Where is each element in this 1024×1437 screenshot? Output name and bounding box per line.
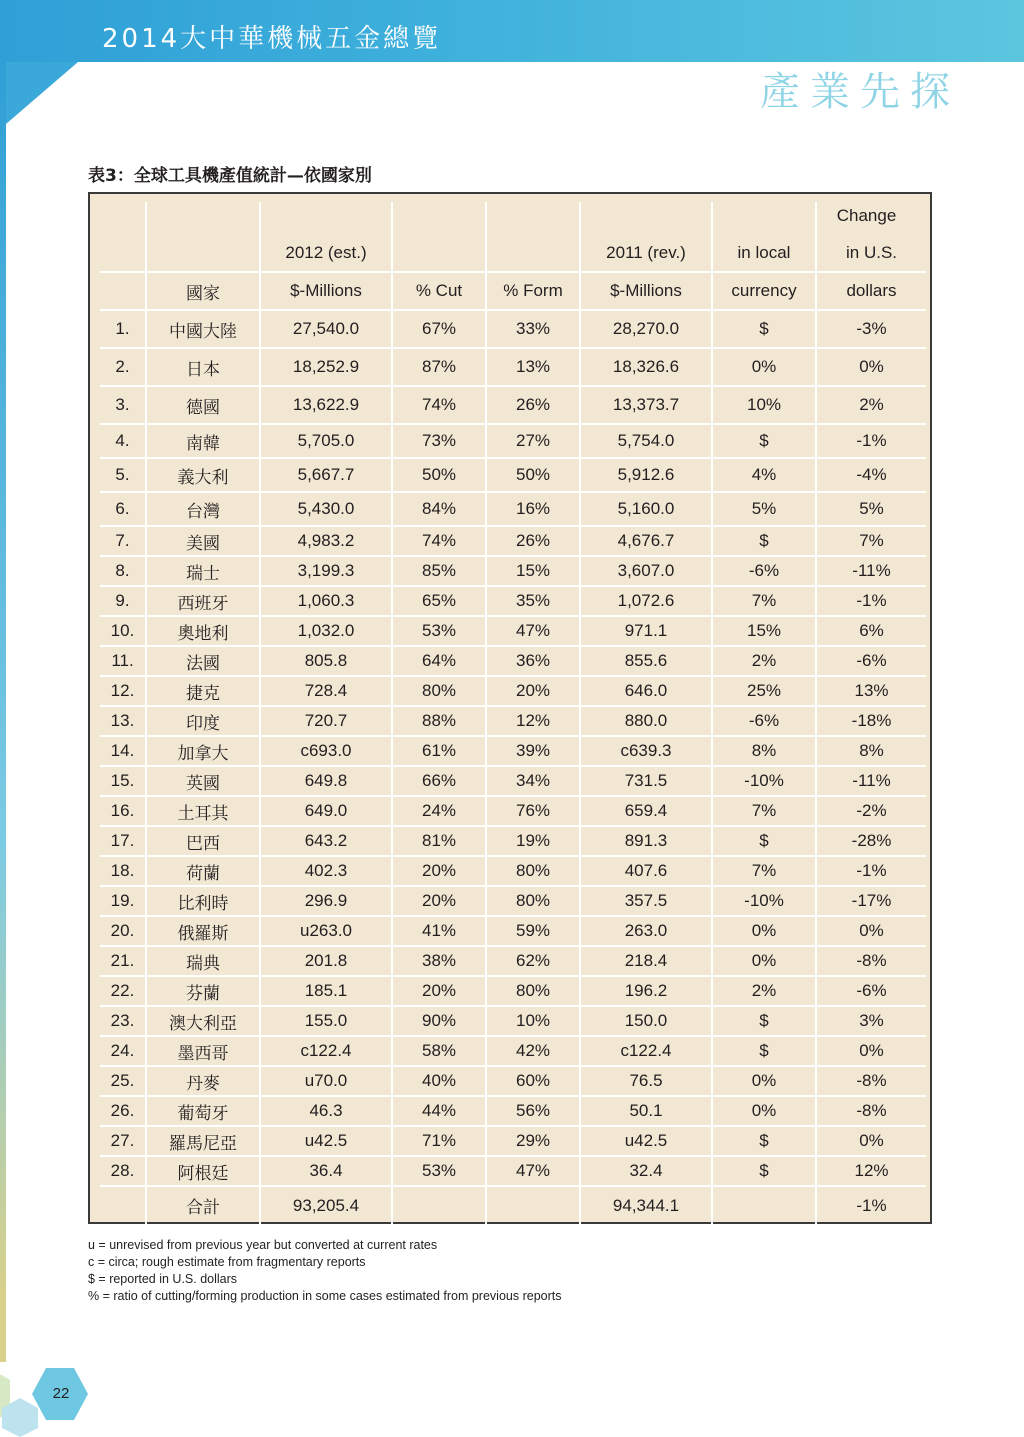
change-usd-cell: -8% (816, 1096, 926, 1126)
cut-pct-cell: 44% (392, 1096, 486, 1126)
country-cell: 比利時 (146, 886, 260, 916)
value-2012-cell: 728.4 (260, 676, 392, 706)
country-cell: 日本 (146, 348, 260, 386)
change-usd-cell: 0% (816, 1126, 926, 1156)
change-local-cell: 0% (712, 1096, 816, 1126)
rank-cell: 5. (100, 458, 146, 492)
value-2011-cell: 357.5 (580, 886, 712, 916)
header-millions-2011: $-Millions (580, 272, 712, 310)
change-usd-cell: 13% (816, 676, 926, 706)
footnote-c: c = circa; rough estimate from fragmentary reports (88, 1255, 366, 1269)
value-2011-cell: 5,912.6 (580, 458, 712, 492)
value-2012-cell: 649.0 (260, 796, 392, 826)
cut-pct-cell: 73% (392, 424, 486, 458)
form-pct-cell: 34% (486, 766, 580, 796)
section-title: 產業先探 (760, 69, 960, 115)
country-cell: 捷克 (146, 676, 260, 706)
value-2012-cell: 36.4 (260, 1156, 392, 1186)
country-cell: 德國 (146, 386, 260, 424)
change-usd-cell: -8% (816, 1066, 926, 1096)
rank-cell: 20. (100, 916, 146, 946)
total-label-cell: 合計 (146, 1186, 260, 1224)
page-number: 22 (52, 1385, 70, 1402)
change-local-cell: 7% (712, 796, 816, 826)
cut-pct-cell: 24% (392, 796, 486, 826)
table-row (100, 1126, 926, 1156)
value-2012-cell: 5,430.0 (260, 492, 392, 526)
value-2011-cell: 32.4 (580, 1156, 712, 1186)
table-row (100, 386, 926, 424)
change-local-cell: 2% (712, 646, 816, 676)
table-row (100, 458, 926, 492)
change-local-cell: -6% (712, 556, 816, 586)
table-row (100, 916, 926, 946)
cut-pct-cell: 84% (392, 492, 486, 526)
cut-pct-cell: 65% (392, 586, 486, 616)
header-country: 國家 (146, 272, 260, 310)
value-2011-cell: 891.3 (580, 826, 712, 856)
change-usd-cell: -1% (816, 586, 926, 616)
left-edge-strip (0, 62, 6, 1362)
footnotes (88, 1237, 561, 1305)
rank-cell: 16. (100, 796, 146, 826)
form-pct-cell: 26% (486, 386, 580, 424)
change-local-cell: $ (712, 826, 816, 856)
table-row (100, 946, 926, 976)
value-2012-cell: 201.8 (260, 946, 392, 976)
change-local-cell: -10% (712, 766, 816, 796)
form-pct-cell: 16% (486, 492, 580, 526)
change-local-cell: 8% (712, 736, 816, 766)
change-usd-cell: -11% (816, 766, 926, 796)
form-pct-cell: 12% (486, 706, 580, 736)
value-2011-cell: 5,160.0 (580, 492, 712, 526)
value-2012-cell: 18,252.9 (260, 348, 392, 386)
footnote-u: u = unrevised from previous year but converted at current rates (88, 1238, 438, 1252)
change-usd-cell: -8% (816, 946, 926, 976)
cut-pct-cell: 20% (392, 856, 486, 886)
table-row (100, 1036, 926, 1066)
value-2012-cell: 155.0 (260, 1006, 392, 1036)
form-pct-cell: 80% (486, 856, 580, 886)
country-cell: 土耳其 (146, 796, 260, 826)
rank-cell: 24. (100, 1036, 146, 1066)
change-local-cell: 0% (712, 916, 816, 946)
country-cell: 荷蘭 (146, 856, 260, 886)
cut-pct-cell: 90% (392, 1006, 486, 1036)
form-pct-cell: 27% (486, 424, 580, 458)
table-row (100, 676, 926, 706)
change-local-cell: 10% (712, 386, 816, 424)
form-pct-cell: 60% (486, 1066, 580, 1096)
form-pct-cell: 39% (486, 736, 580, 766)
footnote-dollar: $ = reported in U.S. dollars (88, 1272, 238, 1286)
rank-cell: 27. (100, 1126, 146, 1156)
value-2012-cell: 643.2 (260, 826, 392, 856)
rank-cell: 23. (100, 1006, 146, 1036)
header-change-usd (816, 202, 926, 272)
rank-cell: 21. (100, 946, 146, 976)
change-usd-cell: -4% (816, 458, 926, 492)
cut-pct-cell: 74% (392, 526, 486, 556)
change-usd-cell: -6% (816, 646, 926, 676)
header-in-local: in local (712, 202, 816, 272)
country-cell: 印度 (146, 706, 260, 736)
change-usd-cell: 0% (816, 348, 926, 386)
rank-cell: 11. (100, 646, 146, 676)
table-row (100, 796, 926, 826)
rank-cell: 28. (100, 1156, 146, 1186)
country-cell: 加拿大 (146, 736, 260, 766)
cut-pct-cell: 67% (392, 310, 486, 348)
value-2011-cell: 880.0 (580, 706, 712, 736)
value-2011-cell: 263.0 (580, 916, 712, 946)
change-usd-cell: -2% (816, 796, 926, 826)
change-local-cell: 15% (712, 616, 816, 646)
form-pct-cell: 15% (486, 556, 580, 586)
table-row (100, 646, 926, 676)
total-change-usd-cell: -1% (856, 1195, 887, 1215)
change-usd-cell: 12% (816, 1156, 926, 1186)
rank-cell: 15. (100, 766, 146, 796)
country-cell: 瑞士 (146, 556, 260, 586)
header-row-1 (100, 202, 926, 272)
form-pct-cell: 36% (486, 646, 580, 676)
total-row (100, 1186, 926, 1224)
rank-cell: 6. (100, 492, 146, 526)
value-2011-cell: c639.3 (580, 736, 712, 766)
country-cell: 澳大利亞 (146, 1006, 260, 1036)
value-2011-cell: 659.4 (580, 796, 712, 826)
change-usd-cell: -3% (816, 310, 926, 348)
table-row (100, 526, 926, 556)
form-pct-cell: 26% (486, 526, 580, 556)
country-cell: 美國 (146, 526, 260, 556)
header-corner-decoration (0, 0, 90, 130)
value-2012-cell: u70.0 (260, 1066, 392, 1096)
header-dollars: dollars (816, 272, 926, 310)
value-2012-cell: c122.4 (260, 1036, 392, 1066)
country-cell: 法國 (146, 646, 260, 676)
rank-cell: 4. (100, 424, 146, 458)
rank-cell: 8. (100, 556, 146, 586)
value-2011-cell: 1,072.6 (580, 586, 712, 616)
cut-pct-cell: 38% (392, 946, 486, 976)
total-value-2011-cell: 94,344.1 (580, 1186, 712, 1224)
total-cut-cell (392, 1186, 486, 1224)
header-cut: % Cut (392, 272, 486, 310)
rank-cell: 18. (100, 856, 146, 886)
table-row (100, 348, 926, 386)
table-row (100, 1096, 926, 1126)
header-in-us: in U.S. (845, 243, 898, 262)
rank-cell: 17. (100, 826, 146, 856)
form-pct-cell: 29% (486, 1126, 580, 1156)
header-millions-2012: $-Millions (260, 272, 392, 310)
value-2012-cell: u263.0 (260, 916, 392, 946)
rank-cell: 3. (100, 386, 146, 424)
cut-pct-cell: 20% (392, 976, 486, 1006)
change-usd-cell: -1% (816, 424, 926, 458)
rank-cell: 12. (100, 676, 146, 706)
form-pct-cell: 76% (486, 796, 580, 826)
cut-pct-cell: 50% (392, 458, 486, 492)
total-value-2012-cell: 93,205.4 (260, 1186, 392, 1224)
change-usd-cell: 5% (816, 492, 926, 526)
change-local-cell: 7% (712, 586, 816, 616)
form-pct-cell: 47% (486, 616, 580, 646)
form-pct-cell: 47% (486, 1156, 580, 1186)
cut-pct-cell: 58% (392, 1036, 486, 1066)
country-cell: 芬蘭 (146, 976, 260, 1006)
total-form-cell (486, 1186, 580, 1224)
change-local-cell: 2% (712, 976, 816, 1006)
change-local-cell: -6% (712, 706, 816, 736)
country-cell: 瑞典 (146, 946, 260, 976)
value-2011-cell: 855.6 (580, 646, 712, 676)
cut-pct-cell: 20% (392, 886, 486, 916)
change-local-cell: $ (712, 310, 816, 348)
value-2012-cell: 720.7 (260, 706, 392, 736)
rank-cell: 13. (100, 706, 146, 736)
change-usd-cell: 6% (816, 616, 926, 646)
value-2012-cell: 1,032.0 (260, 616, 392, 646)
change-local-cell: 5% (712, 492, 816, 526)
country-cell: 中國大陸 (146, 310, 260, 348)
change-usd-cell: -28% (816, 826, 926, 856)
rank-cell: 1. (100, 310, 146, 348)
country-cell: 西班牙 (146, 586, 260, 616)
cut-pct-cell: 87% (392, 348, 486, 386)
change-local-cell: 0% (712, 348, 816, 386)
form-pct-cell: 62% (486, 946, 580, 976)
change-local-cell: $ (712, 1036, 816, 1066)
form-pct-cell: 10% (486, 1006, 580, 1036)
value-2011-cell: 13,373.7 (580, 386, 712, 424)
value-2011-cell: 28,270.0 (580, 310, 712, 348)
value-2012-cell: 1,060.3 (260, 586, 392, 616)
value-2012-cell: 46.3 (260, 1096, 392, 1126)
rank-cell: 26. (100, 1096, 146, 1126)
change-local-cell: $ (712, 1126, 816, 1156)
value-2012-cell: u42.5 (260, 1126, 392, 1156)
form-pct-cell: 20% (486, 676, 580, 706)
book-title: 2014大中華機械五金總覽 (102, 24, 442, 54)
value-2012-cell: 13,622.9 (260, 386, 392, 424)
rank-cell: 22. (100, 976, 146, 1006)
change-usd-cell: 8% (816, 736, 926, 766)
table-row (100, 1066, 926, 1096)
country-cell: 俄羅斯 (146, 916, 260, 946)
form-pct-cell: 80% (486, 886, 580, 916)
country-cell: 奧地利 (146, 616, 260, 646)
country-cell: 台灣 (146, 492, 260, 526)
table-row (100, 976, 926, 1006)
table-row (100, 766, 926, 796)
change-usd-cell: -1% (816, 856, 926, 886)
country-cell: 羅馬尼亞 (146, 1126, 260, 1156)
country-cell: 義大利 (146, 458, 260, 492)
rank-cell: 9. (100, 586, 146, 616)
rank-cell: 2. (100, 348, 146, 386)
value-2012-cell: 4,983.2 (260, 526, 392, 556)
form-pct-cell: 35% (486, 586, 580, 616)
table-row (100, 856, 926, 886)
rank-cell: 25. (100, 1066, 146, 1096)
form-pct-cell: 13% (486, 348, 580, 386)
value-2012-cell: 805.8 (260, 646, 392, 676)
value-2011-cell: 76.5 (580, 1066, 712, 1096)
change-usd-cell: -11% (816, 556, 926, 586)
cut-pct-cell: 40% (392, 1066, 486, 1096)
header-change: Change (836, 206, 897, 225)
rank-cell: 7. (100, 526, 146, 556)
cut-pct-cell: 85% (392, 556, 486, 586)
table-row (100, 310, 926, 348)
value-2011-cell: 50.1 (580, 1096, 712, 1126)
value-2011-cell: 18,326.6 (580, 348, 712, 386)
change-usd-cell: 3% (816, 1006, 926, 1036)
change-usd-cell: -6% (816, 976, 926, 1006)
rank-cell: 14. (100, 736, 146, 766)
change-local-cell: $ (712, 1006, 816, 1036)
change-local-cell: $ (712, 424, 816, 458)
value-2011-cell: 150.0 (580, 1006, 712, 1036)
table-row (100, 424, 926, 458)
table-row (100, 886, 926, 916)
cut-pct-cell: 53% (392, 616, 486, 646)
table-row (100, 1006, 926, 1036)
cut-pct-cell: 53% (392, 1156, 486, 1186)
country-cell: 南韓 (146, 424, 260, 458)
table-row (100, 556, 926, 586)
header-2012: 2012 (est.) (260, 202, 392, 272)
value-2011-cell: u42.5 (580, 1126, 712, 1156)
cut-pct-cell: 61% (392, 736, 486, 766)
change-local-cell: 0% (712, 1066, 816, 1096)
value-2011-cell: 407.6 (580, 856, 712, 886)
change-usd-cell: -18% (816, 706, 926, 736)
value-2011-cell: 3,607.0 (580, 556, 712, 586)
table-row (100, 616, 926, 646)
form-pct-cell: 80% (486, 976, 580, 1006)
change-usd-cell: 2% (816, 386, 926, 424)
cut-pct-cell: 66% (392, 766, 486, 796)
change-usd-cell: -17% (816, 886, 926, 916)
country-cell: 墨西哥 (146, 1036, 260, 1066)
change-local-cell: $ (712, 526, 816, 556)
cut-pct-cell: 88% (392, 706, 486, 736)
value-2012-cell: 3,199.3 (260, 556, 392, 586)
change-local-cell: -10% (712, 886, 816, 916)
value-2011-cell: 5,754.0 (580, 424, 712, 458)
cut-pct-cell: 64% (392, 646, 486, 676)
table-caption: 表3：全球工具機產值統計—依國家別 (88, 166, 372, 186)
value-2011-cell: 196.2 (580, 976, 712, 1006)
cut-pct-cell: 71% (392, 1126, 486, 1156)
table-row (100, 586, 926, 616)
cut-pct-cell: 80% (392, 676, 486, 706)
table-row (100, 1156, 926, 1186)
change-local-cell: 7% (712, 856, 816, 886)
header-row-2 (100, 272, 926, 310)
value-2012-cell: 296.9 (260, 886, 392, 916)
header-form: % Form (486, 272, 580, 310)
form-pct-cell: 56% (486, 1096, 580, 1126)
form-pct-cell: 19% (486, 826, 580, 856)
total-rank-cell (100, 1186, 146, 1224)
form-pct-cell: 50% (486, 458, 580, 492)
form-pct-cell: 59% (486, 916, 580, 946)
header-2011: 2011 (rev.) (580, 202, 712, 272)
country-cell: 丹麥 (146, 1066, 260, 1096)
change-local-cell: 4% (712, 458, 816, 492)
header-currency: currency (712, 272, 816, 310)
country-cell: 阿根廷 (146, 1156, 260, 1186)
value-2011-cell: 646.0 (580, 676, 712, 706)
change-usd-cell: 7% (816, 526, 926, 556)
table-row (100, 492, 926, 526)
change-usd-cell: 0% (816, 916, 926, 946)
value-2011-cell: 4,676.7 (580, 526, 712, 556)
change-local-cell: 0% (712, 946, 816, 976)
data-table (100, 202, 926, 1224)
value-2011-cell: 971.1 (580, 616, 712, 646)
cut-pct-cell: 81% (392, 826, 486, 856)
cut-pct-cell: 74% (392, 386, 486, 424)
form-pct-cell: 33% (486, 310, 580, 348)
value-2011-cell: 731.5 (580, 766, 712, 796)
value-2012-cell: 185.1 (260, 976, 392, 1006)
value-2012-cell: 5,667.7 (260, 458, 392, 492)
table-row (100, 736, 926, 766)
value-2012-cell: c693.0 (260, 736, 392, 766)
data-table-container (88, 192, 932, 1224)
value-2012-cell: 402.3 (260, 856, 392, 886)
change-usd-cell: 0% (816, 1036, 926, 1066)
country-cell: 葡萄牙 (146, 1096, 260, 1126)
footnote-percent: % = ratio of cutting/forming production in some cases estimated from previous reports (88, 1289, 562, 1303)
table-row (100, 706, 926, 736)
country-cell: 巴西 (146, 826, 260, 856)
change-local-cell: $ (712, 1156, 816, 1186)
form-pct-cell: 42% (486, 1036, 580, 1066)
value-2011-cell: c122.4 (580, 1036, 712, 1066)
change-local-cell: 25% (712, 676, 816, 706)
country-cell: 英國 (146, 766, 260, 796)
value-2011-cell: 218.4 (580, 946, 712, 976)
value-2012-cell: 649.8 (260, 766, 392, 796)
rank-cell: 10. (100, 616, 146, 646)
value-2012-cell: 5,705.0 (260, 424, 392, 458)
table-row (100, 826, 926, 856)
value-2012-cell: 27,540.0 (260, 310, 392, 348)
rank-cell: 19. (100, 886, 146, 916)
total-change-local-cell (712, 1186, 816, 1224)
cut-pct-cell: 41% (392, 916, 486, 946)
